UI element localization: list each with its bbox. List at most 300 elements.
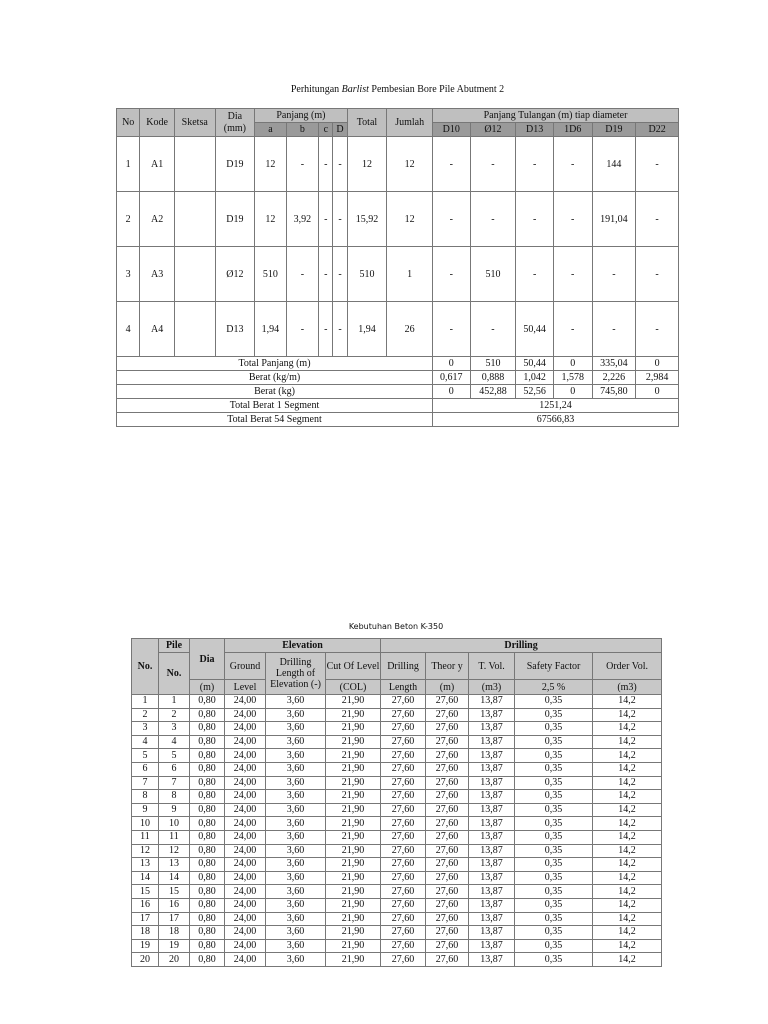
cell-drilling-length-elevation: 3,60 [266,790,326,804]
cell-safety-factor: 0,35 [515,912,593,926]
cell-dia: D19 [215,137,255,192]
cell-no: 9 [132,803,159,817]
cell-b: - [286,302,319,357]
header-1d6: 1D6 [553,123,592,137]
cell-theory: 27,60 [426,844,469,858]
total-row [117,413,679,427]
table-row [132,885,662,899]
cell-a: 12 [255,137,287,192]
cell-ground-level: 24,00 [225,708,266,722]
summary-value: 2,984 [636,371,679,385]
cell-a: 12 [255,192,287,247]
cell-theory: 27,60 [426,858,469,872]
cell-theory: 27,60 [426,885,469,899]
cell-t-vol: 13,87 [469,830,515,844]
cell-drilling-length: 27,60 [381,790,426,804]
cell-no: 16 [132,898,159,912]
cell-no: 13 [132,858,159,872]
cell-drilling-length-elevation: 3,60 [266,953,326,967]
cell-drilling-length: 27,60 [381,858,426,872]
cell-t-vol: 13,87 [469,708,515,722]
cell-b: - [286,137,319,192]
cell-ground-level: 24,00 [225,776,266,790]
table-row [132,790,662,804]
cell-order-vol: 14,2 [593,898,662,912]
cell-dia: 0,80 [190,695,225,709]
cell-pile-no: 6 [159,762,190,776]
cell-d: - [333,302,347,357]
cell-dia: 0,80 [190,844,225,858]
cell-dia: D19 [215,192,255,247]
cell-c: - [319,247,333,302]
header-o12: Ø12 [470,123,516,137]
cell-order-vol: 14,2 [593,817,662,831]
cell-diameter-value: - [433,247,471,302]
summary-value: 0,617 [433,371,471,385]
cell-ground-level: 24,00 [225,871,266,885]
cell-pile-no: 8 [159,790,190,804]
table-row [132,735,662,749]
cell-diameter-value: - [553,137,592,192]
cell-dia: 0,80 [190,858,225,872]
table-row [117,302,679,357]
cell-c: - [319,302,333,357]
summary-value: 745,80 [592,385,636,399]
header-dia-unit: (m) [190,680,225,695]
cell-safety-factor: 0,35 [515,722,593,736]
cell-no: 3 [117,247,140,302]
cell-ground-level: 24,00 [225,695,266,709]
cell-dia: Ø12 [215,247,255,302]
cell-diameter-value: - [592,247,636,302]
cell-drilling-length-elevation: 3,60 [266,695,326,709]
total-value: 67566,83 [433,413,679,427]
cell-pile-no: 9 [159,803,190,817]
cell-diameter-value: 191,04 [592,192,636,247]
summary-value: 2,226 [592,371,636,385]
cell-ground-level: 24,00 [225,790,266,804]
summary-value: 335,04 [592,357,636,371]
beton-title: Kebutuhan Beton K-350 [348,622,444,631]
cell-diameter-value: - [470,192,516,247]
cell-safety-factor: 0,35 [515,708,593,722]
cell-diameter-value: - [636,247,679,302]
cell-safety-factor: 0,35 [515,803,593,817]
cell-drilling-length-elevation: 3,60 [266,722,326,736]
barlist-header-row [117,109,679,123]
cell-c: - [319,137,333,192]
table-row [132,803,662,817]
summary-row [117,371,679,385]
header-sketsa: Sketsa [174,109,215,137]
cell-pile-no: 16 [159,898,190,912]
header-panjang: Panjang (m) [255,109,347,123]
cell-t-vol: 13,87 [469,817,515,831]
table-row [132,817,662,831]
cell-safety-factor: 0,35 [515,790,593,804]
header-theory: Theor y [426,653,469,680]
cell-order-vol: 14,2 [593,708,662,722]
summary-value: 510 [470,357,516,371]
cell-no: 18 [132,926,159,940]
cell-diameter-value: - [553,192,592,247]
cell-order-vol: 14,2 [593,790,662,804]
cell-dia: 0,80 [190,776,225,790]
cell-diameter-value: - [470,137,516,192]
table-row [132,939,662,953]
summary-label: Berat (kg/m) [117,371,433,385]
cell-cut-off-level: 21,90 [326,885,381,899]
cell-order-vol: 14,2 [593,735,662,749]
cell-ground-level: 24,00 [225,762,266,776]
cell-cut-off-level: 21,90 [326,871,381,885]
cell-t-vol: 13,87 [469,735,515,749]
cell-t-vol: 13,87 [469,885,515,899]
cell-ground-level: 24,00 [225,858,266,872]
summary-value: 0,888 [470,371,516,385]
cell-diameter-value: - [516,247,554,302]
cell-dia: 0,80 [190,939,225,953]
cell-dia: 0,80 [190,885,225,899]
cell-drilling-length-elevation: 3,60 [266,939,326,953]
header-pile-no: No. [159,653,190,695]
cell-pile-no: 11 [159,830,190,844]
cell-theory: 27,60 [426,898,469,912]
table-row [132,871,662,885]
cell-dia: 0,80 [190,953,225,967]
cell-cut-off-level: 21,90 [326,953,381,967]
cell-cut-off-level: 21,90 [326,817,381,831]
cell-theory: 27,60 [426,926,469,940]
cell-order-vol: 14,2 [593,858,662,872]
cell-a: 510 [255,247,287,302]
cell-pile-no: 1 [159,695,190,709]
header-order: Order Vol. [593,653,662,680]
cell-pile-no: 7 [159,776,190,790]
cell-pile-no: 20 [159,953,190,967]
cell-total: 12 [347,137,387,192]
cell-ground-level: 24,00 [225,749,266,763]
cell-no: 20 [132,953,159,967]
total-label: Total Berat 54 Segment [117,413,433,427]
cell-order-vol: 14,2 [593,939,662,953]
header-ground: Ground [225,653,266,680]
cell-drilling-length: 27,60 [381,871,426,885]
cell-drilling-length-elevation: 3,60 [266,762,326,776]
cell-no: 4 [117,302,140,357]
table-row [132,953,662,967]
summary-label: Total Panjang (m) [117,357,433,371]
cell-no: 5 [132,749,159,763]
cell-drilling-length-elevation: 3,60 [266,898,326,912]
beton-header-row-3 [132,680,662,695]
cell-theory: 27,60 [426,708,469,722]
cell-safety-factor: 0,35 [515,939,593,953]
cell-theory: 27,60 [426,953,469,967]
cell-dia: 0,80 [190,898,225,912]
cell-t-vol: 13,87 [469,844,515,858]
cell-drilling-length-elevation: 3,60 [266,830,326,844]
cell-safety-factor: 0,35 [515,817,593,831]
beton-table [131,638,662,967]
header-kode: Kode [140,109,175,137]
cell-theory: 27,60 [426,722,469,736]
cell-safety-factor: 0,35 [515,844,593,858]
cell-safety-factor: 0,35 [515,898,593,912]
cell-diameter-value: - [433,137,471,192]
cell-total: 15,92 [347,192,387,247]
cell-order-vol: 14,2 [593,695,662,709]
summary-value: 452,88 [470,385,516,399]
cell-total: 510 [347,247,387,302]
cell-t-vol: 13,87 [469,871,515,885]
table-row [132,926,662,940]
cell-theory: 27,60 [426,871,469,885]
header-jumlah: Jumlah [387,109,433,137]
cell-diameter-value: - [433,302,471,357]
cell-t-vol: 13,87 [469,939,515,953]
cell-no: 6 [132,762,159,776]
table-row [132,830,662,844]
summary-value: 1,578 [553,371,592,385]
cell-theory: 27,60 [426,939,469,953]
cell-no: 14 [132,871,159,885]
header-d10: D10 [433,123,471,137]
cell-safety-factor: 0,35 [515,871,593,885]
cell-t-vol: 13,87 [469,858,515,872]
cell-cut-off-level: 21,90 [326,926,381,940]
cell-pile-no: 17 [159,912,190,926]
cell-pile-no: 13 [159,858,190,872]
cell-safety-factor: 0,35 [515,858,593,872]
header-drilling: Drilling [381,639,662,653]
cell-drilling-length-elevation: 3,60 [266,858,326,872]
cell-pile-no: 12 [159,844,190,858]
cell-diameter-value: - [592,302,636,357]
cell-safety-factor: 0,35 [515,735,593,749]
cell-drilling-length: 27,60 [381,926,426,940]
cell-cut-off-level: 21,90 [326,776,381,790]
cell-diameter-value: - [553,247,592,302]
cell-dia: 0,80 [190,708,225,722]
cell-pile-no: 18 [159,926,190,940]
cell-theory: 27,60 [426,803,469,817]
header-d: D [333,123,347,137]
cell-order-vol: 14,2 [593,830,662,844]
cell-no: 10 [132,817,159,831]
cell-kode: A2 [140,192,175,247]
cell-diameter-value: 510 [470,247,516,302]
header-no: No. [132,639,159,695]
header-a: a [255,123,287,137]
cell-c: - [319,192,333,247]
summary-value: 0 [433,385,471,399]
cell-no: 1 [132,695,159,709]
cell-dia: 0,80 [190,817,225,831]
cell-theory: 27,60 [426,817,469,831]
cell-drilling-length-elevation: 3,60 [266,817,326,831]
cell-drilling-length: 27,60 [381,776,426,790]
header-no: No [117,109,140,137]
cell-d: - [333,192,347,247]
total-value: 1251,24 [433,399,679,413]
cell-order-vol: 14,2 [593,722,662,736]
summary-value: 50,44 [516,357,554,371]
cell-drilling-length: 27,60 [381,939,426,953]
cell-t-vol: 13,87 [469,803,515,817]
cell-drilling-length: 27,60 [381,912,426,926]
cell-t-vol: 13,87 [469,912,515,926]
cell-theory: 27,60 [426,830,469,844]
cell-pile-no: 4 [159,735,190,749]
header-dia-unit: (mm) [223,122,246,134]
header-cut-off: Cut Of Level [326,653,381,680]
cell-cut-off-level: 21,90 [326,722,381,736]
header-tulangan: Panjang Tulangan (m) tiap diameter [433,109,679,123]
summary-value: 0 [636,385,679,399]
cell-dia: 0,80 [190,749,225,763]
header-safety: Safety Factor [515,653,593,680]
cell-b: 3,92 [286,192,319,247]
cell-safety-factor: 0,35 [515,776,593,790]
cell-kode: A4 [140,302,175,357]
cell-drilling-length-elevation: 3,60 [266,749,326,763]
header-dia [215,109,255,137]
cell-no: 4 [132,735,159,749]
cell-diameter-value: - [636,137,679,192]
cell-theory: 27,60 [426,790,469,804]
table-row [132,762,662,776]
cell-drilling-length-elevation: 3,60 [266,926,326,940]
cell-drilling-length-elevation: 3,60 [266,844,326,858]
table-row [132,844,662,858]
cell-dia: 0,80 [190,912,225,926]
cell-drilling-length: 27,60 [381,803,426,817]
table-row [132,695,662,709]
cell-cut-off-level: 21,90 [326,735,381,749]
cell-safety-factor: 0,35 [515,762,593,776]
cell-t-vol: 13,87 [469,953,515,967]
cell-kode: A3 [140,247,175,302]
cell-no: 2 [117,192,140,247]
cell-drilling-length-elevation: 3,60 [266,735,326,749]
cell-order-vol: 14,2 [593,803,662,817]
cell-cut-off-level: 21,90 [326,858,381,872]
cell-no: 12 [132,844,159,858]
cell-no: 7 [132,776,159,790]
cell-no: 2 [132,708,159,722]
header-d19: D19 [592,123,636,137]
cell-drilling-length-elevation: 3,60 [266,803,326,817]
cell-t-vol: 13,87 [469,762,515,776]
cell-total: 1,94 [347,302,387,357]
header-dia-label: Dia [227,110,243,122]
summary-row [117,385,679,399]
table-row [132,858,662,872]
cell-cut-off-level: 21,90 [326,708,381,722]
table-row [132,749,662,763]
cell-no: 8 [132,790,159,804]
header-drill-length: Drilling Length of Elevation (-) [266,653,326,695]
cell-drilling-length: 27,60 [381,708,426,722]
header-c: c [319,123,333,137]
cell-drilling-length: 27,60 [381,885,426,899]
header-total: Total [347,109,387,137]
cell-order-vol: 14,2 [593,953,662,967]
cell-dia: 0,80 [190,830,225,844]
cell-theory: 27,60 [426,776,469,790]
cell-jumlah: 12 [387,137,433,192]
cell-cut-off-level: 21,90 [326,830,381,844]
cell-drilling-length: 27,60 [381,749,426,763]
cell-diameter-value: - [636,302,679,357]
cell-d: - [333,137,347,192]
cell-no: 17 [132,912,159,926]
cell-ground-level: 24,00 [225,844,266,858]
cell-drilling-length: 27,60 [381,830,426,844]
cell-t-vol: 13,87 [469,695,515,709]
cell-sketsa [174,302,215,357]
cell-b: - [286,247,319,302]
cell-sketsa [174,192,215,247]
header-dia: Dia [190,639,225,680]
cell-drilling-length-elevation: 3,60 [266,871,326,885]
cell-dia: 0,80 [190,762,225,776]
total-row [117,399,679,413]
cell-no: 1 [117,137,140,192]
cell-dia: 0,80 [190,722,225,736]
cell-jumlah: 12 [387,192,433,247]
table-row [132,708,662,722]
cell-dia: D13 [215,302,255,357]
cell-pile-no: 2 [159,708,190,722]
cell-theory: 27,60 [426,749,469,763]
cell-dia: 0,80 [190,803,225,817]
cell-jumlah: 26 [387,302,433,357]
cell-drilling-length-elevation: 3,60 [266,885,326,899]
cell-safety-factor: 0,35 [515,953,593,967]
cell-pile-no: 15 [159,885,190,899]
cell-safety-factor: 0,35 [515,749,593,763]
barlist-title: Perhitungan Barlist Pembesian Bore Pile Abutment 2 [290,84,505,95]
cell-ground-level: 24,00 [225,735,266,749]
cell-order-vol: 14,2 [593,749,662,763]
cell-t-vol: 13,87 [469,790,515,804]
header-cut-off-2: (COL) [326,680,381,695]
cell-cut-off-level: 21,90 [326,695,381,709]
cell-cut-off-level: 21,90 [326,939,381,953]
cell-theory: 27,60 [426,695,469,709]
cell-diameter-value: - [636,192,679,247]
cell-dia: 0,80 [190,926,225,940]
cell-dia: 0,80 [190,790,225,804]
table-row [132,776,662,790]
summary-row [117,357,679,371]
cell-cut-off-level: 21,90 [326,790,381,804]
table-row [117,192,679,247]
total-label: Total Berat 1 Segment [117,399,433,413]
cell-cut-off-level: 21,90 [326,749,381,763]
cell-ground-level: 24,00 [225,898,266,912]
header-drilling-col: Drilling [381,653,426,680]
cell-pile-no: 3 [159,722,190,736]
header-d13: D13 [516,123,554,137]
cell-no: 15 [132,885,159,899]
cell-ground-level: 24,00 [225,912,266,926]
cell-sketsa [174,137,215,192]
cell-drilling-length: 27,60 [381,817,426,831]
cell-cut-off-level: 21,90 [326,844,381,858]
